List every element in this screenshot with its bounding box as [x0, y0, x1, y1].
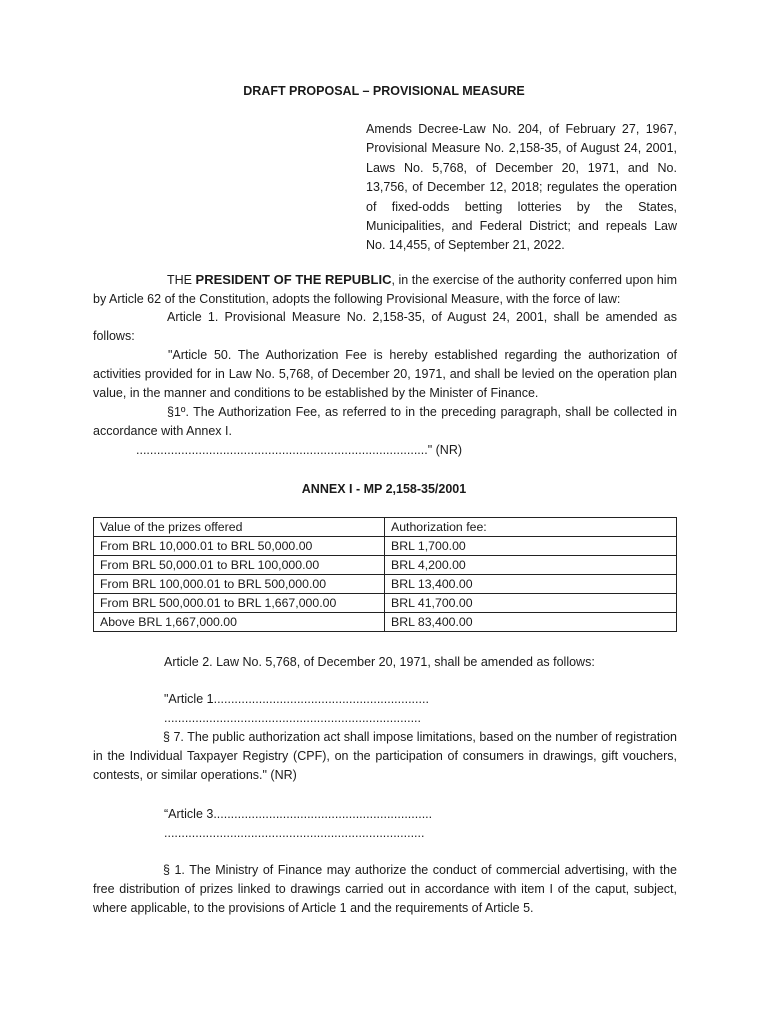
section-7-text: § 7. The public authorization act shall impose limitations, based on the number of registration in the Individual Taxpayer Registry (CPF), on the participation of consumers in drawings, gift vouchers, contests, or similar operations." (NR): [93, 730, 677, 782]
dots-line: ...........................................................................: [164, 826, 425, 840]
authorization-fee-table: [93, 517, 677, 632]
annex-title: ANNEX I - MP 2,158-35/2001: [301, 482, 467, 496]
table-row: [94, 613, 677, 632]
table-cell: Above BRL 1,667,000.00: [94, 613, 385, 632]
article-1-quote: "Article 1..............................................................: [164, 692, 429, 706]
article-2-intro: Article 2. Law No. 5,768, of December 20, 1971, shall be amended as follows:: [164, 655, 595, 669]
table-header-cell: Authorization fee:: [385, 518, 677, 537]
table-cell: From BRL 100,000.01 to BRL 500,000.00: [94, 575, 385, 594]
dots-line: ..........................................................................: [164, 711, 421, 725]
table-header-row: [94, 518, 677, 537]
article-1-intro: Article 1. Provisional Measure No. 2,158-35, of August 24, 2001, shall be amended as follows:: [93, 310, 677, 343]
preamble-rest: , in the exercise of the authority conferred upon him by Article 62 of the Constitution, adopts the following Provisional Measure, with the force of law:: [93, 273, 677, 306]
table-cell: BRL 13,400.00: [385, 575, 677, 594]
document-title: DRAFT PROPOSAL – PROVISIONAL MEASURE: [243, 84, 525, 98]
table-row: [94, 537, 677, 556]
preamble-lead: THE: [167, 273, 196, 287]
table-cell: From BRL 10,000.01 to BRL 50,000.00: [94, 537, 385, 556]
table-header-cell: Value of the prizes offered: [94, 518, 385, 537]
table-cell: BRL 1,700.00: [385, 537, 677, 556]
paragraph-1-text: §1º. The Authorization Fee, as referred to in the preceding paragraph, shall be collected in accordance with Annex I.: [93, 405, 677, 438]
preamble-president: PRESIDENT OF THE REPUBLIC: [195, 272, 392, 287]
section-1-final-text: § 1. The Ministry of Finance may authorize the conduct of commercial advertising, with the free distribution of prizes linked to drawings carried out in accordance with item I of the caput, subject, where applicable, to the provisions of Article 1 and the requirements of Article 5.: [93, 863, 677, 915]
table-cell: From BRL 500,000.01 to BRL 1,667,000.00: [94, 594, 385, 613]
table-cell: BRL 4,200.00: [385, 556, 677, 575]
article-3-quote: “Article 3...............................................................: [164, 807, 433, 821]
table-cell: BRL 83,400.00: [385, 613, 677, 632]
summary-block: Amends Decree-Law No. 204, of February 27, 1967, Provisional Measure No. 2,158-35, of August 24, 2001, Laws No. 5,768, of December 20, 1971, and No. 13,756, of December 12, 2018; regulates the operation of fixed-odds betting lotteries by the States, Municipalities, and Federal District; and repeals Law No. 14,455, of September 21, 2022.: [366, 122, 677, 253]
article-50-text: "Article 50. The Authorization Fee is hereby established regarding the authorization of activities provided for in Law No. 5,768, of December 20, 1971, and shall be levied on the operation plan value, in the manner and conditions to be established by the Minister of Finance.: [93, 348, 677, 400]
table-row: [94, 556, 677, 575]
dots-nr-line: ...................................................................................." (NR): [136, 443, 463, 457]
table-row: [94, 594, 677, 613]
table-cell: BRL 41,700.00: [385, 594, 677, 613]
table-row: [94, 575, 677, 594]
preamble: [93, 270, 677, 309]
table-cell: From BRL 50,000.01 to BRL 100,000.00: [94, 556, 385, 575]
